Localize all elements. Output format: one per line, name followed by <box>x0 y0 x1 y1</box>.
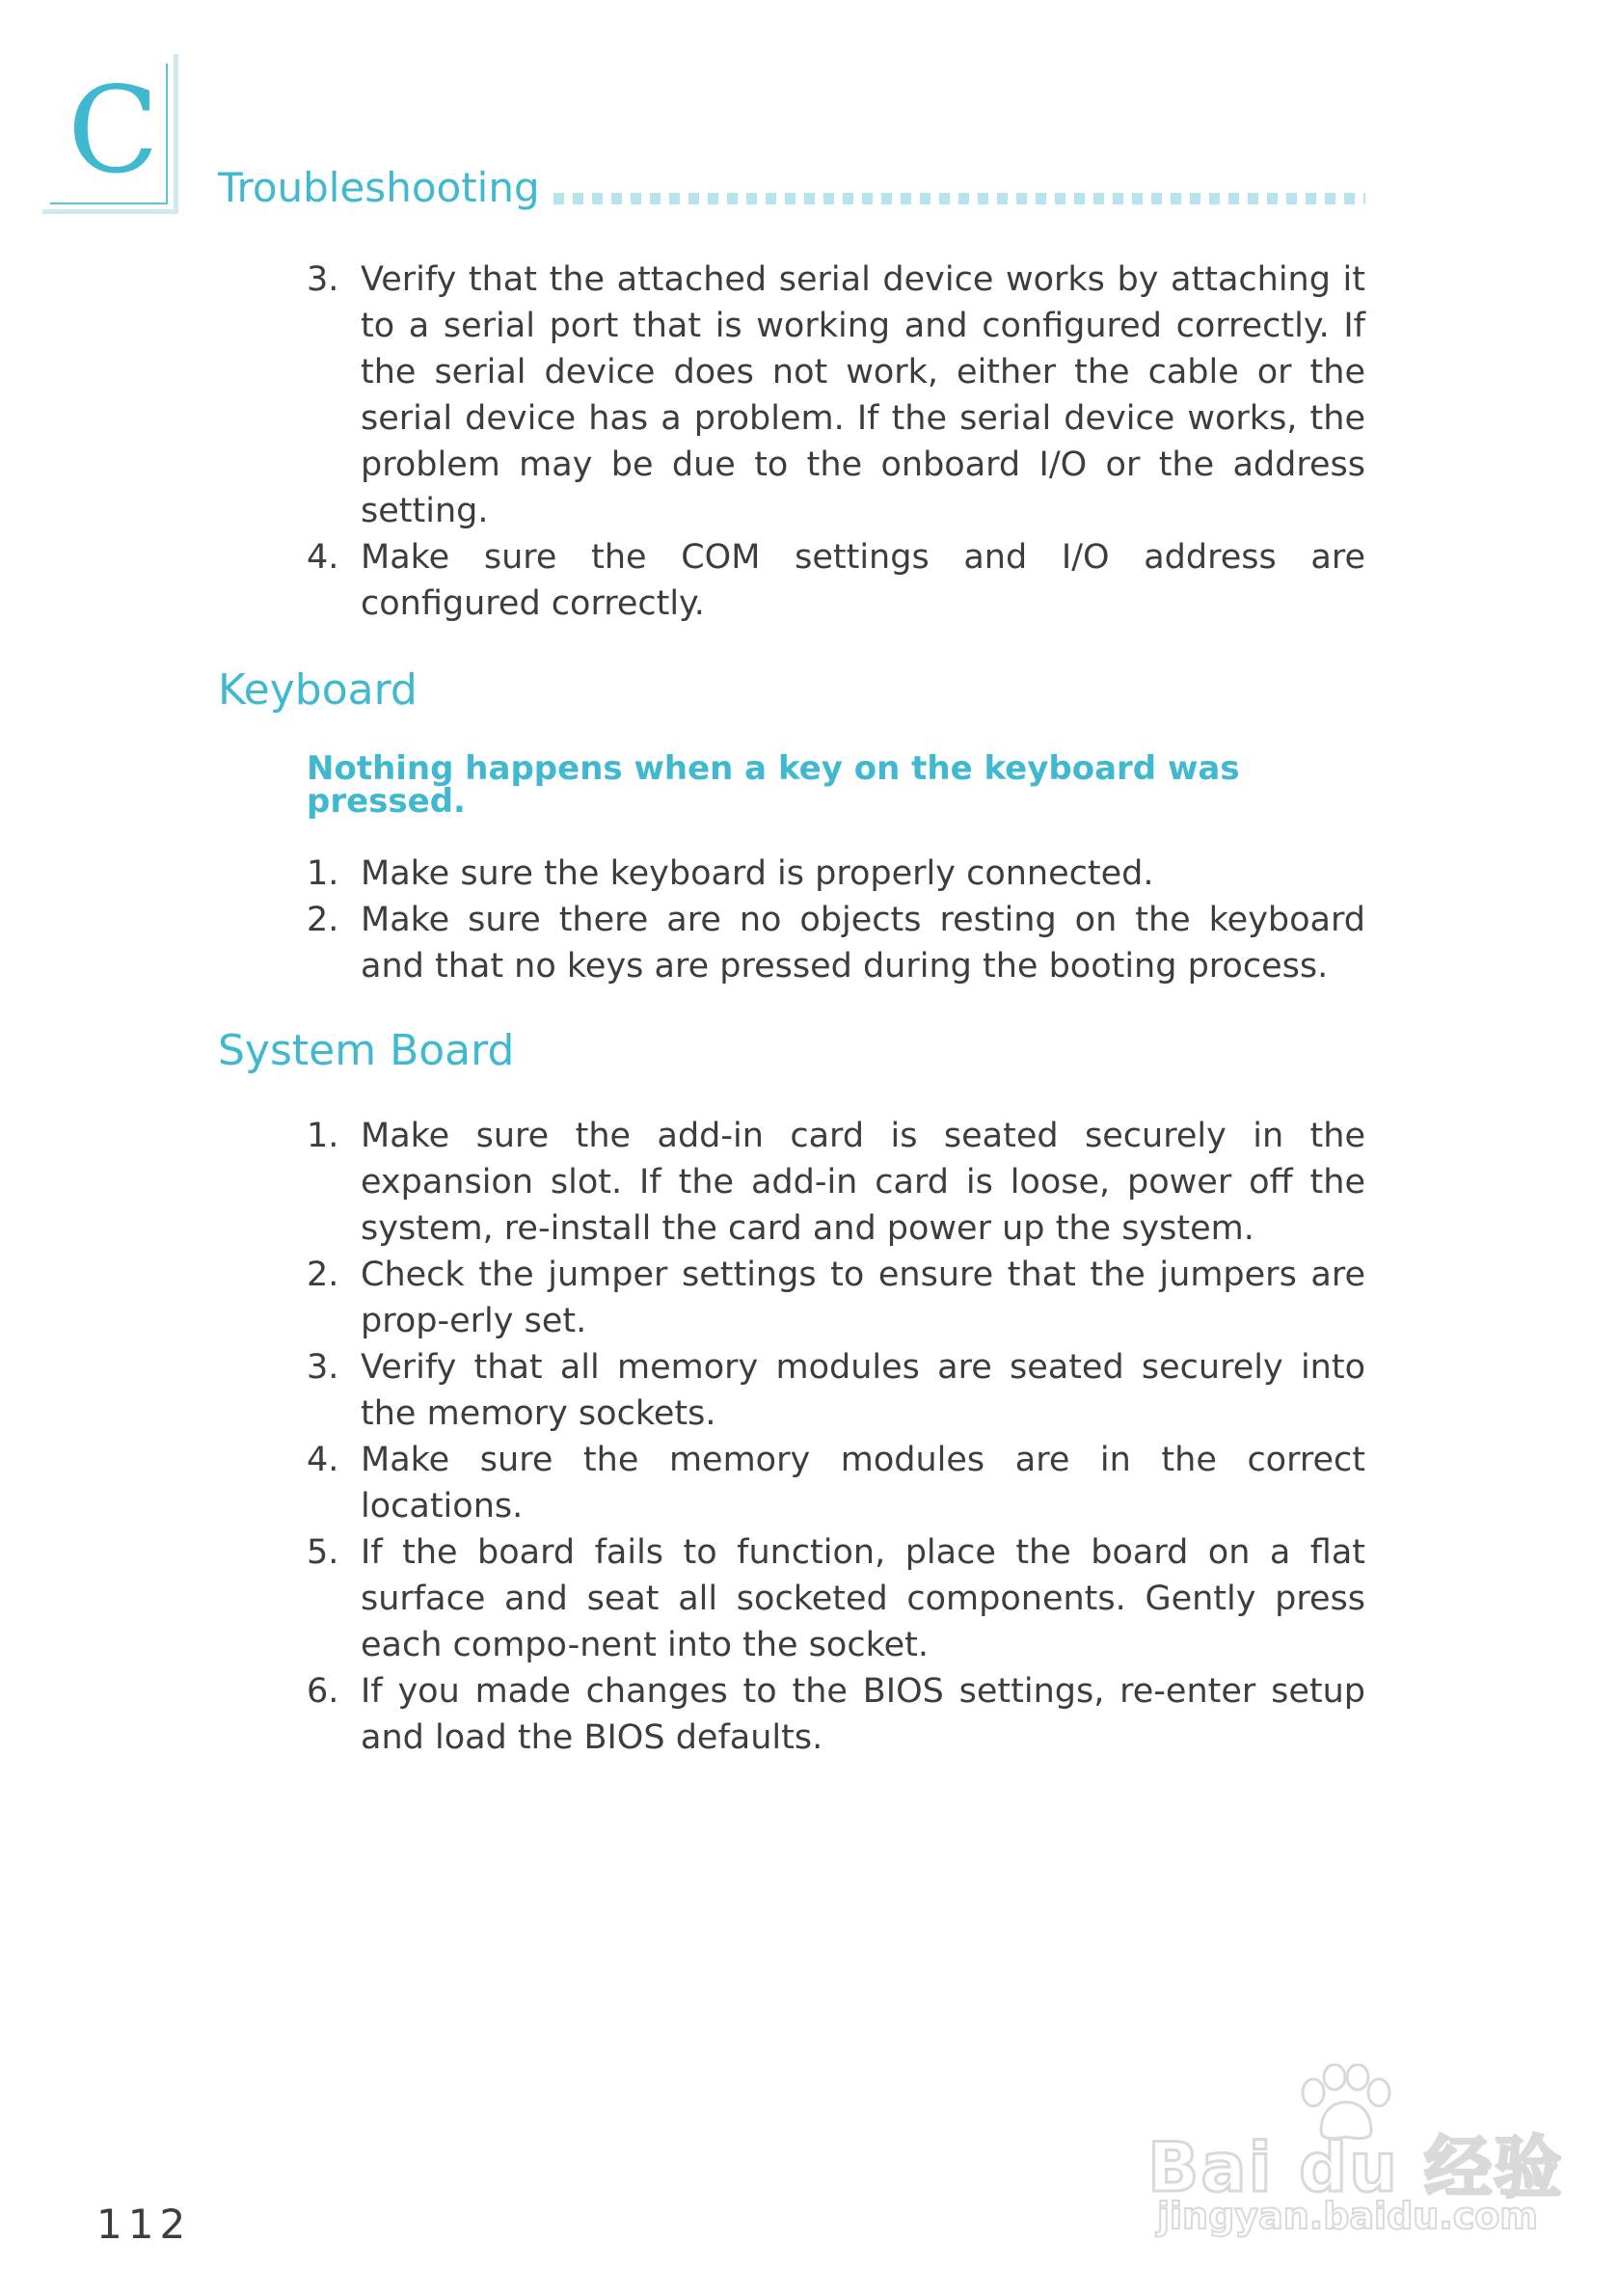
list-text: Make sure there are no objects resting on the keyboard and that no keys are pressed during the booting process. <box>361 901 1365 986</box>
list-item <box>307 257 1365 534</box>
chapter-letter: C <box>67 62 159 201</box>
list-text: Verify that the attached serial device works by attaching it to a serial port that is working and configured correctly. If the serial device does not work, either the cable or the serial device has a problem. If the serial device works, the problem may be due to the onboard I/O or the address setting. <box>361 260 1365 530</box>
list-number: 4. <box>307 1441 339 1479</box>
list-number: 6. <box>307 1672 339 1711</box>
list-number: 3. <box>307 260 339 299</box>
list-item <box>307 897 1365 989</box>
list-number: 1. <box>307 854 339 893</box>
badge-border-horizontal <box>42 209 178 214</box>
intro-list <box>307 257 1365 627</box>
list-number: 4. <box>307 538 339 577</box>
list-text: Make sure the COM settings and I/O address are configured correctly. <box>361 538 1365 623</box>
chapter-badge <box>42 54 183 218</box>
list-item <box>307 851 1365 897</box>
page-content <box>218 257 1365 1761</box>
page-number: 112 <box>96 2201 192 2248</box>
keyboard-list <box>307 851 1365 989</box>
list-text: Make sure the add-in card is seated securely in the expansion slot. If the add-in card is loose, power off the system, re-install the card and power up the system. <box>361 1117 1365 1248</box>
list-item <box>307 1529 1365 1668</box>
dot-leader <box>553 193 1365 204</box>
list-text: Check the jumper settings to ensure that the jumpers are prop-erly set. <box>361 1256 1365 1340</box>
badge-inner-horizontal <box>50 203 168 204</box>
watermark-url: jingyan.baidu.com <box>1157 2195 1538 2237</box>
list-number: 2. <box>307 1256 339 1294</box>
section-title: Troubleshooting <box>218 164 540 211</box>
list-text: If the board fails to function, place the board on a flat surface and seat all socketed components. Gently press each compo-nent into the socket. <box>361 1533 1365 1664</box>
list-number: 1. <box>307 1117 339 1155</box>
list-text: If you made changes to the BIOS settings, re-enter setup and load the BIOS defaults. <box>361 1672 1365 1757</box>
list-number: 2. <box>307 901 339 939</box>
list-item <box>307 1344 1365 1437</box>
list-text: Verify that all memory modules are seated securely into the memory sockets. <box>361 1348 1365 1433</box>
list-text: Make sure the keyboard is properly connected. <box>361 854 1154 893</box>
badge-inner-vertical <box>166 64 168 204</box>
keyboard-heading: Keyboard <box>218 665 418 715</box>
badge-border-vertical <box>174 54 178 214</box>
list-number: 5. <box>307 1533 339 1572</box>
list-item <box>307 1668 1365 1761</box>
list-item <box>307 1252 1365 1344</box>
keyboard-subheading: Nothing happens when a key on the keyboard was pressed. <box>307 749 1240 821</box>
list-item <box>307 534 1365 627</box>
baidu-watermark <box>1147 2064 1564 2237</box>
list-item <box>307 1113 1365 1252</box>
list-number: 3. <box>307 1348 339 1387</box>
watermark-brand: Bai du 经验 <box>1147 2128 1564 2207</box>
list-item <box>307 1437 1365 1529</box>
system-board-list <box>307 1113 1365 1761</box>
system-board-heading: System Board <box>218 1026 515 1075</box>
section-header <box>218 160 1365 211</box>
list-text: Make sure the memory modules are in the correct locations. <box>361 1441 1365 1526</box>
